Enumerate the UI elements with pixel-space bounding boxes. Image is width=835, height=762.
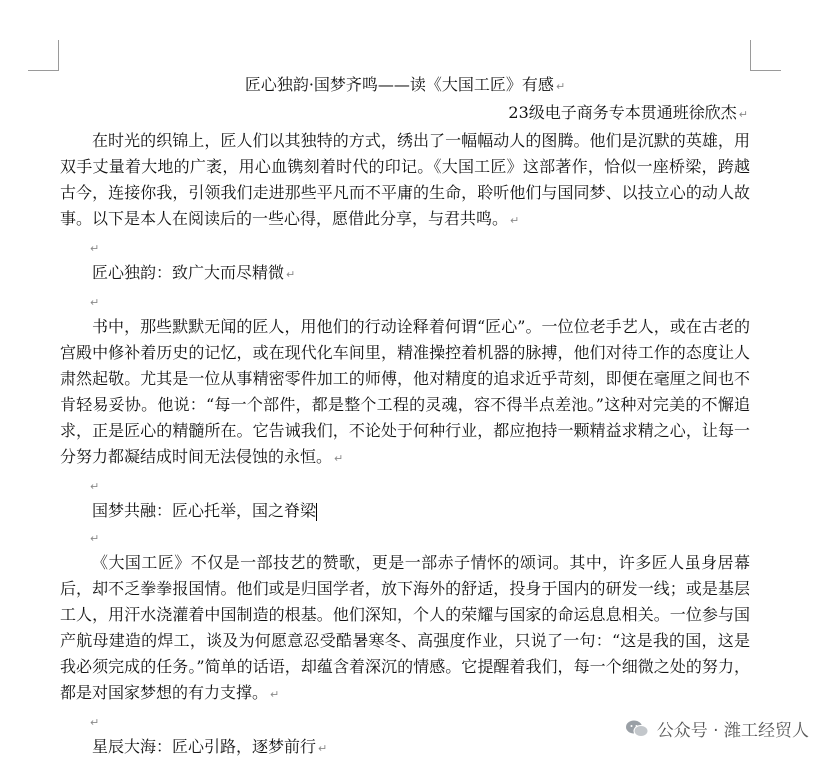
watermark [625,716,809,741]
text-cursor [316,503,317,521]
body-paragraph [60,128,750,234]
page-corner-mark-left [28,40,59,71]
paragraph-mark: ↵ [318,742,328,755]
empty-paragraph [60,234,750,260]
paragraph-mark: ↵ [270,688,280,701]
document-body[interactable] [60,72,750,762]
paragraph-mark: ↵ [334,452,344,465]
paragraph-mark: ↵ [90,532,100,545]
empty-paragraph [60,288,750,314]
paragraph-text: 《大国工匠》不仅是一部技艺的赞歌，更是一部赤子情怀的颂词。其中，许多匠人虽身居幕后，却不乏拳拳报国情。他们或是归国学者，放下海外的舒适，投身于国内的研发一线；或是基层工人，用汗水浇灌着中国制造的根基。他们深知，个人的荣耀与国家的命运息息相关。一位参与国产航母建造的焊工，谈及为何愿意忍受酷暑寒冬、高强度作业，只说了一句：“这是我的国，这是我必须完成的任务。”简单的话语，却蕴含着深沉的情感。它提醒着我们，每一个细微之处的努力，都是对国家梦想的有力支撑。 [60,553,750,702]
section-heading [60,498,750,524]
paragraph-mark: ↵ [90,480,100,493]
document-title: 匠心独韵·国梦齐鸣——读《大国工匠》有感 ↵ [244,75,566,94]
body-paragraph [60,314,750,472]
paragraph-mark: ↵ [286,268,296,281]
paragraph-mark: ↵ [90,716,100,729]
paragraph-text: 书中，那些默默无闻的匠人，用他们的行动诠释着何谓“匠心”。一位位老手艺人，或在古老的宫殿中修补着历史的记忆，或在现代化车间里，精准操控着机器的脉搏，他们对待工作的态度让人肃然起敬。尤其是一位从事精密零件加工的师傅，他对精度的追求近乎苛刻，即便在毫厘之间也不肯轻易妥协。他说：“每一个部件，都是整个工程的灵魂，容不得半点差池。”这种对完美的不懈追求，正是匠心的精髓所在。它告诫我们，不论处于何种行业，都应抱持一颗精益求精之心，让每一分努力都凝结成时间无法侵蚀的永恒。 [60,317,750,466]
document-author: 23级电子商务专本贯通班徐欣杰 ↵ [508,103,748,122]
paragraph-text: 在时光的织锦上，匠人们以其独特的方式，绣出了一幅幅动人的图腾。他们是沉默的英雄，用双手丈量着大地的广袤，用心血镌刻着时代的印记。《大国工匠》这部著作，恰似一座桥梁，跨越古今，连接你我，引领我们走进那些平凡而不平庸的生命，聆听他们与国同梦、以技立心的动人故事。以下是本人在阅读后的一些心得，愿借此分享，与君共鸣。 [60,131,750,228]
heading-text: 国梦共融：匠心托举，国之脊梁 [92,501,317,520]
empty-paragraph [60,524,750,550]
page-corner-mark-right [750,40,781,71]
wechat-icon [625,719,649,739]
paragraph-mark: ↵ [90,296,100,309]
paragraph-mark: ↵ [90,242,100,255]
heading-text: 匠心独韵：致广大而尽精微 [92,263,285,282]
section-heading [60,260,750,288]
empty-paragraph [60,472,750,498]
watermark-text: 公众号 · 潍工经贸人 [656,721,809,741]
paragraph-list [60,128,750,762]
paragraph-mark: ↵ [510,214,520,227]
body-paragraph [60,550,750,708]
heading-text: 星辰大海：匠心引路，逐梦前行 [92,737,317,756]
